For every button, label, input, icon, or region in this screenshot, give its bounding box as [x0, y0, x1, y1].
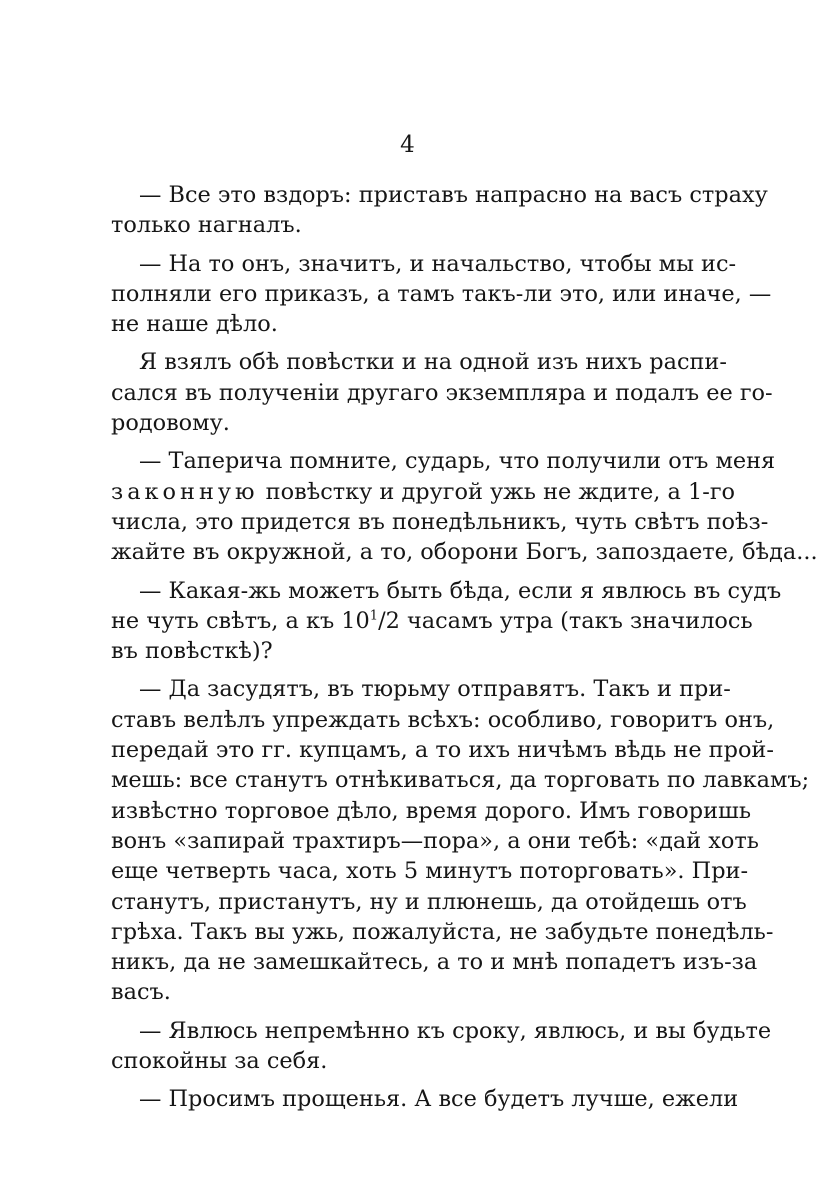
text-line: только нагналъ. — [111, 212, 302, 239]
paragraph-4 — [111, 446, 818, 567]
page-number: 4 — [400, 132, 415, 158]
text-line: спокойны за себя. — [111, 1048, 328, 1075]
paragraph-7 — [111, 1016, 772, 1077]
text-line: Я взялъ обѣ повѣстки и на одной изъ нихъ распи- — [139, 349, 727, 376]
text-line: сался въ полученіи другаго экземпляра и подалъ ее го- — [111, 379, 773, 406]
text-line: извѣстно торговое дѣло, время дорого. Имъ говоришь — [111, 797, 752, 824]
text-line: — Таперича помните, сударь, что получили отъ меня — [139, 448, 776, 475]
text-line: станутъ, пристанутъ, ну и плюнешь, да отойдешь отъ — [111, 888, 747, 915]
text-line: васъ. — [111, 979, 171, 1006]
text-fragment: повѣстку и другой ужь не ждите, а 1-го — [258, 478, 736, 505]
text-line: — Просимъ прощенья. А все будетъ лучше, ежели — [139, 1086, 739, 1113]
text-line: — Явлюсь непремѣнно къ сроку, явлюсь, и вы будьте — [139, 1017, 772, 1044]
text-fragment: не чуть свѣтъ, а къ 10 — [111, 607, 370, 634]
text-line: вонъ «запирай трахтиръ—пора», а они тебѣ: «дай хоть — [111, 827, 759, 854]
paragraph-2 — [111, 249, 772, 340]
text-line: жайте въ окружной, а то, оборони Богъ, запоздаете, бѣда... — [111, 539, 818, 566]
text-line: родовому. — [111, 410, 230, 437]
text-line: мешь: все станутъ отнѣкиваться, да торговать по лавкамъ; — [111, 767, 810, 794]
text-line — [111, 606, 753, 636]
text-fragment: /2 часамъ утра (такъ значилось — [378, 607, 753, 634]
text-line: — На то онъ, значитъ, и начальство, чтобы мы ис- — [139, 250, 737, 277]
text-line: еще четверть часа, хоть 5 минутъ поторговать». При- — [111, 858, 749, 885]
text-body — [111, 180, 818, 1115]
paragraph-6 — [111, 674, 810, 1007]
text-line: въ повѣсткѣ)? — [111, 638, 273, 665]
paragraph-5 — [111, 576, 782, 667]
text-line: ставъ велѣлъ упреждать всѣхъ: особливо, говоритъ онъ, — [111, 706, 775, 733]
text-line: — Да засудятъ, въ тюрьму отправятъ. Такъ и при- — [139, 676, 731, 703]
text-line: передай это гг. купцамъ, а то ихъ ничѣмъ вѣдь не прой- — [111, 737, 774, 764]
paragraph-1 — [111, 180, 768, 241]
text-line — [111, 477, 736, 507]
text-line: грѣха. Такъ вы ужь, пожалуйста, не забудьте понедѣль- — [111, 918, 774, 945]
text-line: — Какая-жь можетъ быть бѣда, если я явлюсь въ судъ — [139, 577, 782, 604]
paragraph-8 — [111, 1084, 739, 1114]
paragraph-3 — [111, 347, 773, 438]
emphasized-word: законную — [111, 478, 259, 505]
text-line: — Все это вздоръ: приставъ напрасно на васъ страху — [139, 182, 768, 208]
text-line: никъ, да не замешкайтесь, а то и мнѣ попадетъ изъ-за — [111, 949, 758, 976]
text-line: полняли его приказъ, а тамъ такъ-ли это, или иначе, — — [111, 280, 772, 307]
text-line: числа, это придется въ понедѣльникъ, чуть свѣтъ поѣз- — [111, 508, 769, 535]
text-line: не наше дѣло. — [111, 311, 278, 338]
superscript: 1 — [369, 608, 379, 624]
